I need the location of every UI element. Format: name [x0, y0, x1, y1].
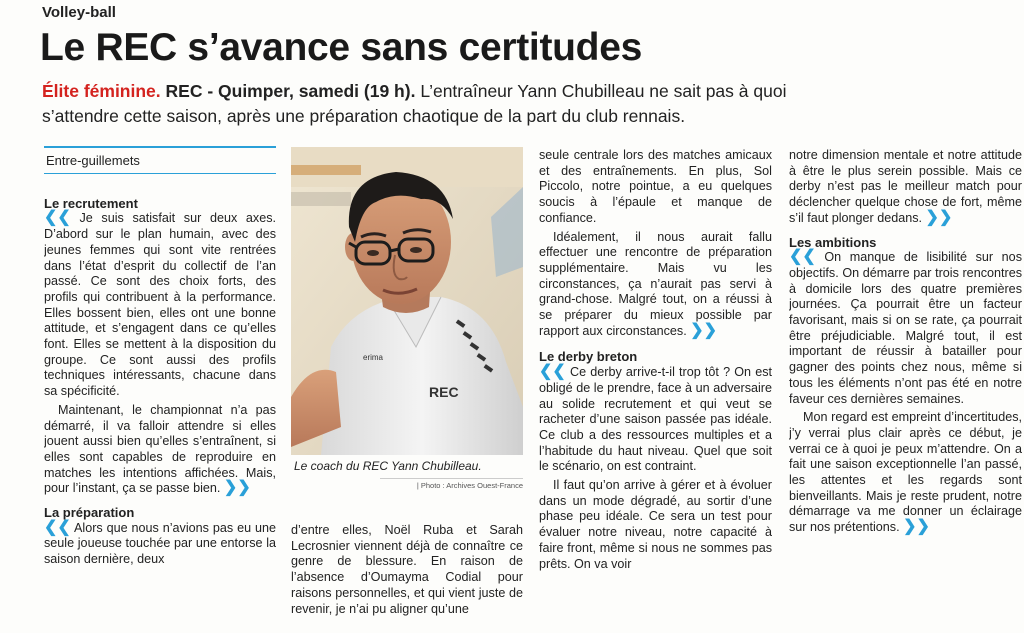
close-quote-icon: ❯❯ — [925, 208, 953, 226]
paragraph-text: Idéalement, il nous aurait fallu effectuer une rencontre de préparation supplémentaire. Mais vu les circonstances, ça n’aurait pas servi à grand-chose. Malgré tout, on a réussi à se préparer du mieux possible par rapport aux circonstances. — [539, 229, 772, 338]
paragraph-text: Je suis satisfait sur deux axes. D’abord sur le plan humain, avec des jeunes femmes qui sont vite rentrées dans l’état d’esprit du collectif de l’an passé. Ce sont des choix forts, des profils qui contribuent à la performance. Elles bossent bien, elles ont une bonne attitude, et s’engagent dans ce qu’elles font. Elles se mettent à la disposition du groupe. Ce sont aussi des profils techniques intéressants, chacune dans sa spécificité. — [44, 211, 276, 399]
open-quote-icon: ❮❮ — [789, 248, 816, 266]
column-3 — [539, 148, 772, 618]
paragraph-text: Maintenant, le championnat n’a pas démarré, il va falloir attendre si elles jouent aussi bien qu’elles s’entraînent, si elles sont capables de reproduire en matches les intentions affichées. Mais, pour l’instant, ça se passe bien. — [44, 402, 276, 496]
column-4 — [789, 148, 1022, 618]
paragraph — [44, 403, 276, 497]
paragraph — [539, 478, 772, 572]
paragraph-text: Ce derby arrive-t-il trop tôt ? On est obligé de le prendre, face à un adversaire au solide recrutement et qui veut se racheter d’une saison passée pas idéale. Ce club a des ressources multiples et a l’habitude du haut niveau. Quel que soit le scénario, on est contraint. — [539, 365, 772, 474]
paragraph-text: Alors que nous n’avions pas eu une seule joueuse touchée par une entorse la saison dernière, deux — [44, 520, 276, 567]
paragraph — [44, 518, 276, 568]
rubric-label: Volley-ball — [42, 4, 116, 21]
paragraph-text: On manque de lisibilité sur nos objectifs. On démarre par trois rencontres à domicile lors des quatre premières journées. Ça pourrait être un facteur favorisant, mais si on se rate, ça pourrait être préjudiciable. Malgré tout, il est important de réussir à batailler pour gagner des points chez nous, même si tous les éléments n’ont pas été en notre faveur ces dernières semaines. — [789, 250, 1022, 406]
heading-recrutement: Le recrutement — [44, 195, 138, 211]
headline: Le REC s’avance sans certitudes — [40, 26, 642, 69]
close-quote-icon: ❯❯ — [690, 321, 718, 339]
lede-match: REC - Quimper, samedi (19 h). — [165, 81, 416, 101]
lede — [42, 79, 842, 129]
lede-category: Élite féminine. — [42, 81, 161, 101]
lede-text: L’entraîneur Yann Chubilleau ne sait pas à quoi s’attendre cette saison, après une préparation chaotique de la part du club rennais. — [42, 81, 787, 126]
coach-photo — [291, 147, 523, 455]
paragraph — [789, 148, 1022, 227]
open-quote-icon: ❮❮ — [44, 518, 71, 536]
coach-photo-image — [291, 147, 523, 455]
column-2 — [291, 523, 523, 623]
heading-preparation: La préparation — [44, 505, 135, 521]
paragraph — [539, 230, 772, 340]
paragraph — [539, 148, 772, 227]
paragraph-text: seule centrale lors des matches amicaux et des entraînements. En plus, Sol Piccolo, notre pointue, a eu quelques soucis à l’épaule et manque de confiance. — [539, 148, 772, 225]
shirt-brand-text: erima — [363, 353, 384, 362]
paragraph — [44, 211, 276, 399]
photo-credit: | Photo : Archives Ouest-France — [380, 478, 523, 490]
paragraph — [539, 365, 772, 475]
close-quote-icon: ❯❯ — [903, 518, 930, 536]
heading-derby: Le derby breton — [539, 349, 638, 365]
paragraph-text: Mon regard est empreint d’incertitudes, j’y verrai plus clair après ce début, je verrai ce à quoi je peux m’attendre. On a fait une saison exceptionnelle l’an passé, les attentes et les regards sont bienveillants. Mais je reste prudent, notre démarrage va me donner un éclairage sur nos prétentions. — [789, 410, 1022, 535]
paragraph — [789, 410, 1022, 536]
paragraph — [789, 250, 1022, 407]
paragraph-text: notre dimension mentale et notre attitude à être le plus serein possible. Mais ce derby n’est pas le meilleur match pour déclencher quelque chose de fort, même s’il faut plonger dedans. — [789, 148, 1022, 225]
shirt-logo-text: REC — [429, 384, 459, 400]
open-quote-icon: ❮❮ — [44, 209, 71, 227]
paragraph-text: Il faut qu’on arrive à gérer et à évoluer dans un mode dégradé, au sortir d’une phase peu idéale. Ce sera un test pour évaluer notre niveau, notre capacité à faire front, même si nous ne sommes pas prêts. On va voir — [539, 478, 772, 571]
heading-ambitions: Les ambitions — [789, 234, 877, 250]
section-label: Entre-guillemets — [44, 146, 276, 174]
close-quote-icon: ❯❯ — [223, 479, 251, 497]
column-1 — [44, 146, 276, 626]
photo-caption: Le coach du REC Yann Chubilleau. — [294, 459, 482, 473]
paragraph-text: d’entre elles, Noël Ruba et Sarah Lecrosnier viennent déjà de connaître ce genre de blessure. En raison de l’absence d’Oumayma Codial pour raisons personnelles, et qui vient juste de revenir, je n’ai pu aligner qu’une — [291, 523, 523, 616]
open-quote-icon: ❮❮ — [539, 363, 566, 381]
paragraph — [291, 523, 523, 617]
